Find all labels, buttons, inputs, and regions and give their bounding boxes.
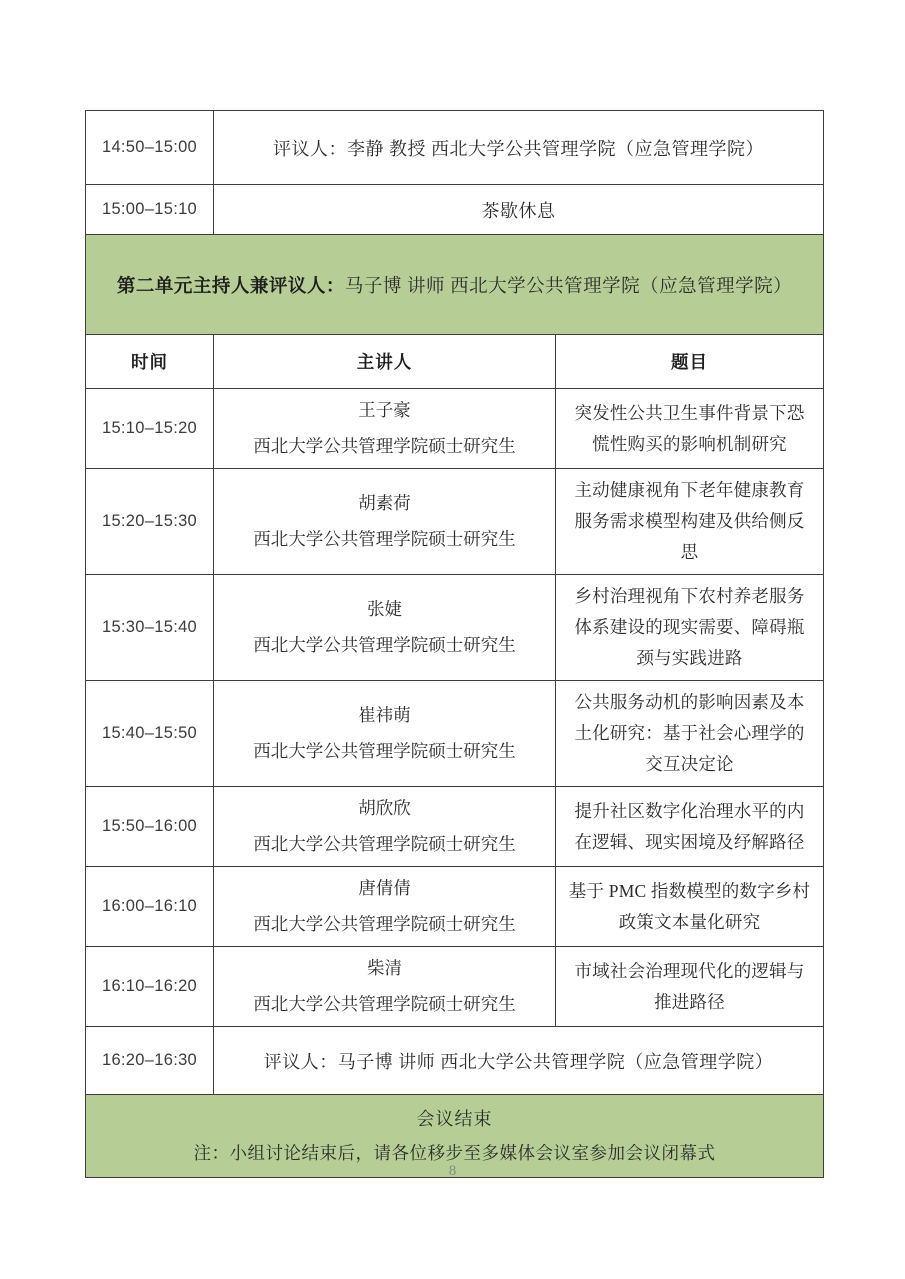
speaker-cell [214,469,556,575]
speaker-name: 崔祎萌 [358,705,411,725]
column-header-time: 时间 [86,335,214,389]
session-banner-value: 马子博 讲师 西北大学公共管理学院（应急管理学院） [344,276,793,297]
session-time: 14:50–15:00 [86,111,214,185]
table-row [86,947,824,1027]
page-number: 8 [448,1163,457,1179]
break-text: 茶歇休息 [214,185,824,235]
speaker-cell [214,681,556,787]
speaker-affiliation: 西北大学公共管理学院硕士研究生 [253,994,516,1014]
session-time: 16:00–16:10 [86,867,214,947]
closing-note: 注：小组讨论结束后，请各位移步至多媒体会议室参加会议闭幕式 [193,1143,716,1163]
speaker-affiliation: 西北大学公共管理学院硕士研究生 [253,834,516,854]
session-time: 15:00–15:10 [86,185,214,235]
table-row [86,867,824,947]
table-row [86,469,824,575]
session-banner-label: 第二单元主持人兼评议人： [116,276,345,297]
table-row [86,575,824,681]
conference-schedule-table [85,110,824,1178]
closing-title: 会议结束 [416,1109,493,1129]
table-row [86,681,824,787]
table-row [86,185,824,235]
presentation-title: 突发性公共卫生事件背景下恐慌性购买的影响机制研究 [556,389,824,469]
speaker-name: 柴清 [367,958,402,978]
table-row [86,1027,824,1095]
session-time: 15:40–15:50 [86,681,214,787]
table-row [86,389,824,469]
presentation-title: 市域社会治理现代化的逻辑与推进路径 [556,947,824,1027]
session-time: 16:10–16:20 [86,947,214,1027]
presentation-title: 提升社区数字化治理水平的内在逻辑、现实困境及纾解路径 [556,787,824,867]
presentation-title: 乡村治理视角下农村养老服务体系建设的现实需要、障碍瓶颈与实践进路 [556,575,824,681]
session-time: 15:50–16:00 [86,787,214,867]
speaker-cell [214,947,556,1027]
speaker-cell [214,867,556,947]
speaker-name: 唐倩倩 [358,878,411,898]
table-header-row [86,335,824,389]
column-header-speaker: 主讲人 [214,335,556,389]
session-banner [86,235,824,335]
reviewer-text: 评议人：李静 教授 西北大学公共管理学院（应急管理学院） [214,111,824,185]
speaker-affiliation: 西北大学公共管理学院硕士研究生 [253,914,516,934]
speaker-affiliation: 西北大学公共管理学院硕士研究生 [253,529,516,549]
speaker-name: 张婕 [367,599,402,619]
session-time: 15:10–15:20 [86,389,214,469]
speaker-cell [214,575,556,681]
presentation-title: 主动健康视角下老年健康教育服务需求模型构建及供给侧反思 [556,469,824,575]
speaker-affiliation: 西北大学公共管理学院硕士研究生 [253,635,516,655]
session-time: 15:30–15:40 [86,575,214,681]
table-row [86,787,824,867]
session-time: 15:20–15:30 [86,469,214,575]
column-header-title: 题目 [556,335,824,389]
presentation-title: 基于 PMC 指数模型的数字乡村政策文本量化研究 [556,867,824,947]
speaker-cell [214,389,556,469]
session-time: 16:20–16:30 [86,1027,214,1095]
speaker-name: 胡欣欣 [358,798,411,818]
speaker-name: 王子豪 [358,400,411,420]
speaker-name: 胡素荷 [358,493,411,513]
reviewer-text: 评议人：马子博 讲师 西北大学公共管理学院（应急管理学院） [214,1027,824,1095]
speaker-cell [214,787,556,867]
table-row [86,111,824,185]
speaker-affiliation: 西北大学公共管理学院硕士研究生 [253,436,516,456]
presentation-title: 公共服务动机的影响因素及本土化研究：基于社会心理学的交互决定论 [556,681,824,787]
speaker-affiliation: 西北大学公共管理学院硕士研究生 [253,741,516,761]
